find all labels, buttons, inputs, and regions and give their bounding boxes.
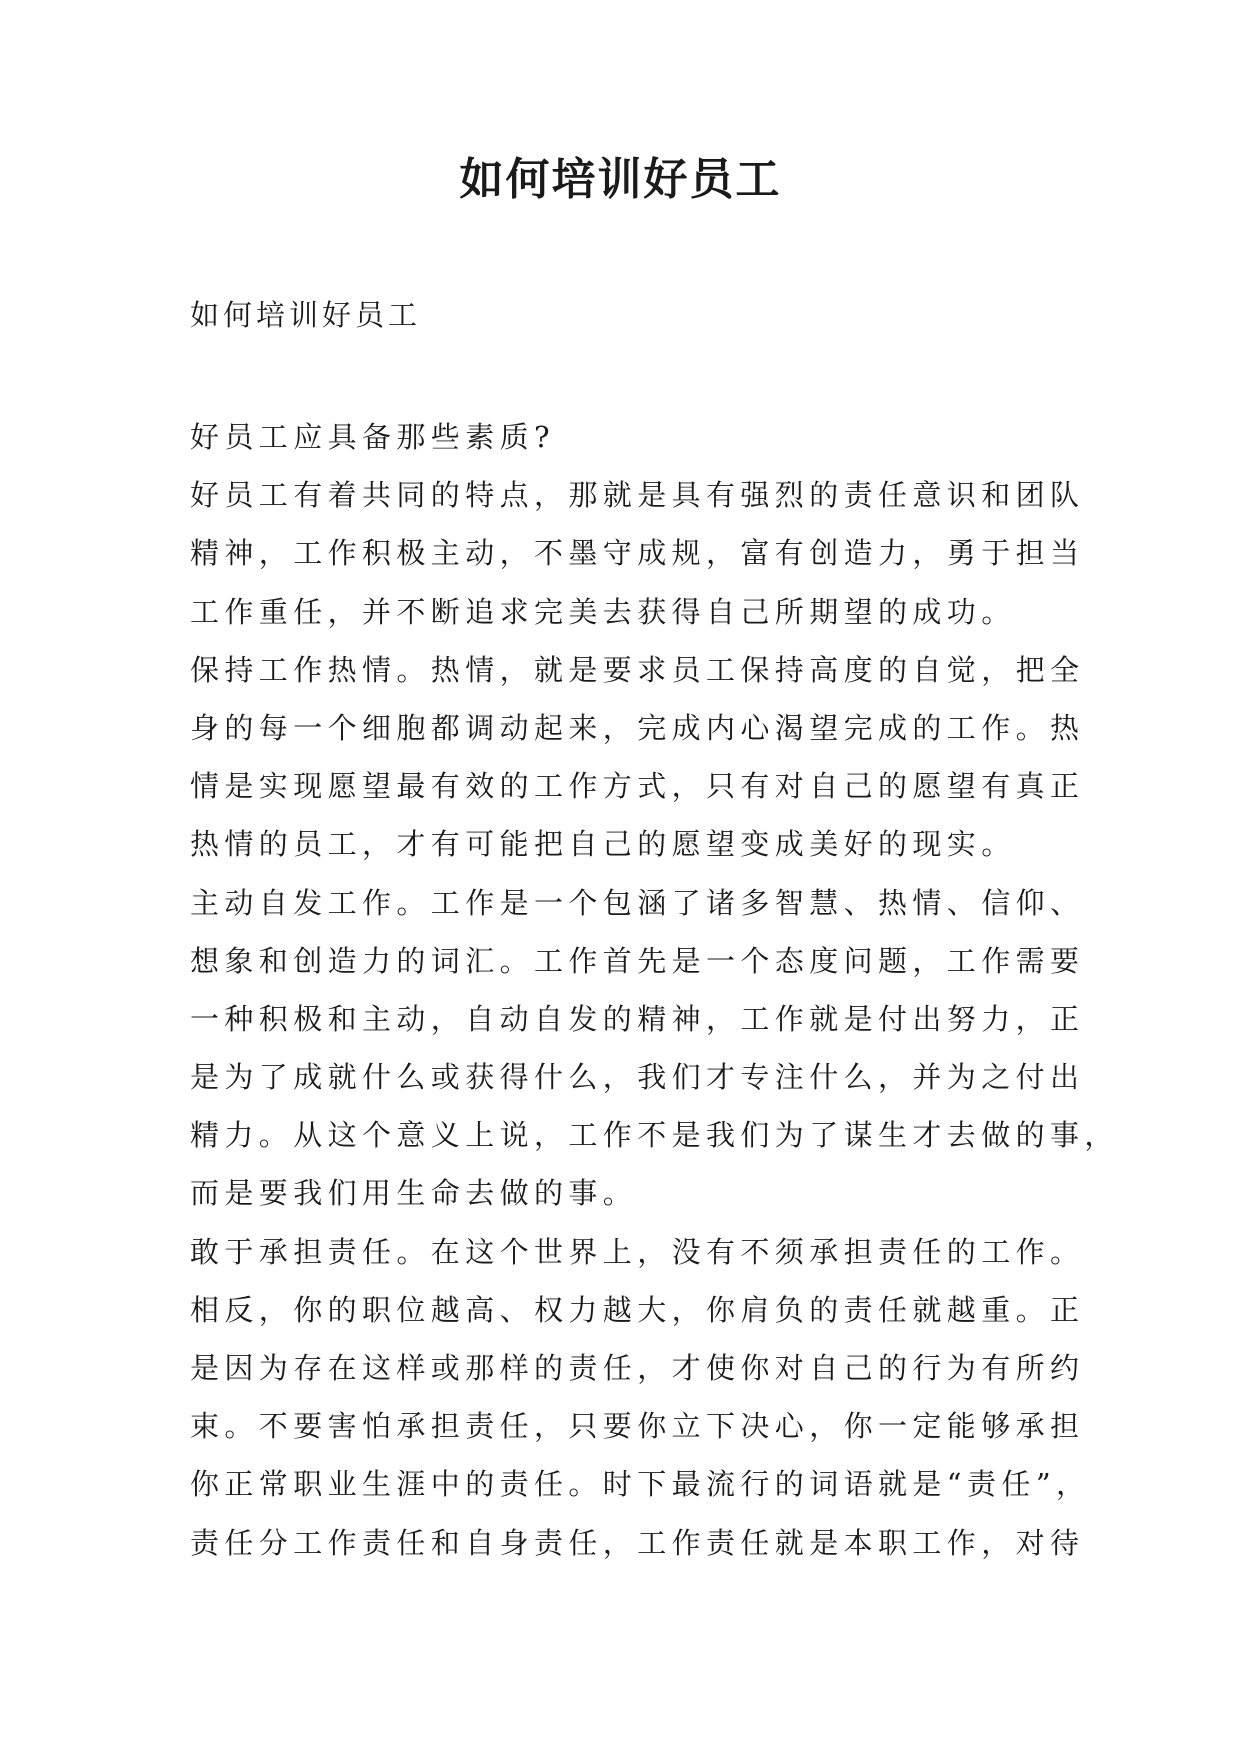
text-line: 热情的员工，才有可能把自己的愿望变成美好的现实。 (190, 827, 1016, 862)
text-line: 工作重任，并不断追求完美去获得自己所期望的成功。 (190, 594, 1016, 629)
text-line: 身的每一个细胞都调动起来，完成内心渴望完成的工作。热 (190, 710, 1085, 745)
text-line: 精力。从这个意义上说，工作不是我们为了谋生才去做的事， (190, 1118, 1119, 1153)
body-text (190, 408, 1119, 1572)
text-line: 保持工作热情。热情，就是要求员工保持高度的自觉，把全 (190, 652, 1085, 687)
text-line: 精神，工作积极主动，不墨守成规，富有创造力，勇于担当 (190, 536, 1085, 571)
text-line: 束。不要害怕承担责任，只要你立下决心，你一定能够承担 (190, 1409, 1085, 1444)
text-line: 你正常职业生涯中的责任。时下最流行的词语就是“责任”， (190, 1467, 1091, 1502)
text-line: 主动自发工作。工作是一个包涵了诸多智慧、热情、信仰、 (190, 885, 1085, 920)
document-subtitle: 如何培训好员工 (190, 298, 422, 332)
page-title: 如何培训好员工 (459, 154, 782, 205)
text-line: 好员工有着共同的特点，那就是具有强烈的责任意识和团队 (190, 478, 1085, 513)
text-line: 责任分工作责任和自身责任，工作责任就是本职工作，对待 (190, 1525, 1085, 1560)
text-line: 一种积极和主动，自动自发的精神，工作就是付出努力，正 (190, 1001, 1085, 1036)
text-line: 而是要我们用生命去做的事。 (190, 1176, 638, 1211)
text-line: 敢于承担责任。在这个世界上，没有不须承担责任的工作。 (190, 1234, 1085, 1269)
text-line: 想象和创造力的词汇。工作首先是一个态度问题，工作需要 (190, 943, 1085, 978)
text-line: 好员工应具备那些素质? (190, 420, 555, 454)
text-line: 是为了成就什么或获得什么，我们才专注什么，并为之付出 (190, 1060, 1085, 1095)
text-line: 是因为存在这样或那样的责任，才使你对自己的行为有所约 (190, 1351, 1085, 1385)
text-line: 情是实现愿望最有效的工作方式，只有对自己的愿望有真正 (190, 769, 1085, 804)
text-line: 相反，你的职位越高、权力越大，你肩负的责任就越重。正 (190, 1292, 1085, 1327)
